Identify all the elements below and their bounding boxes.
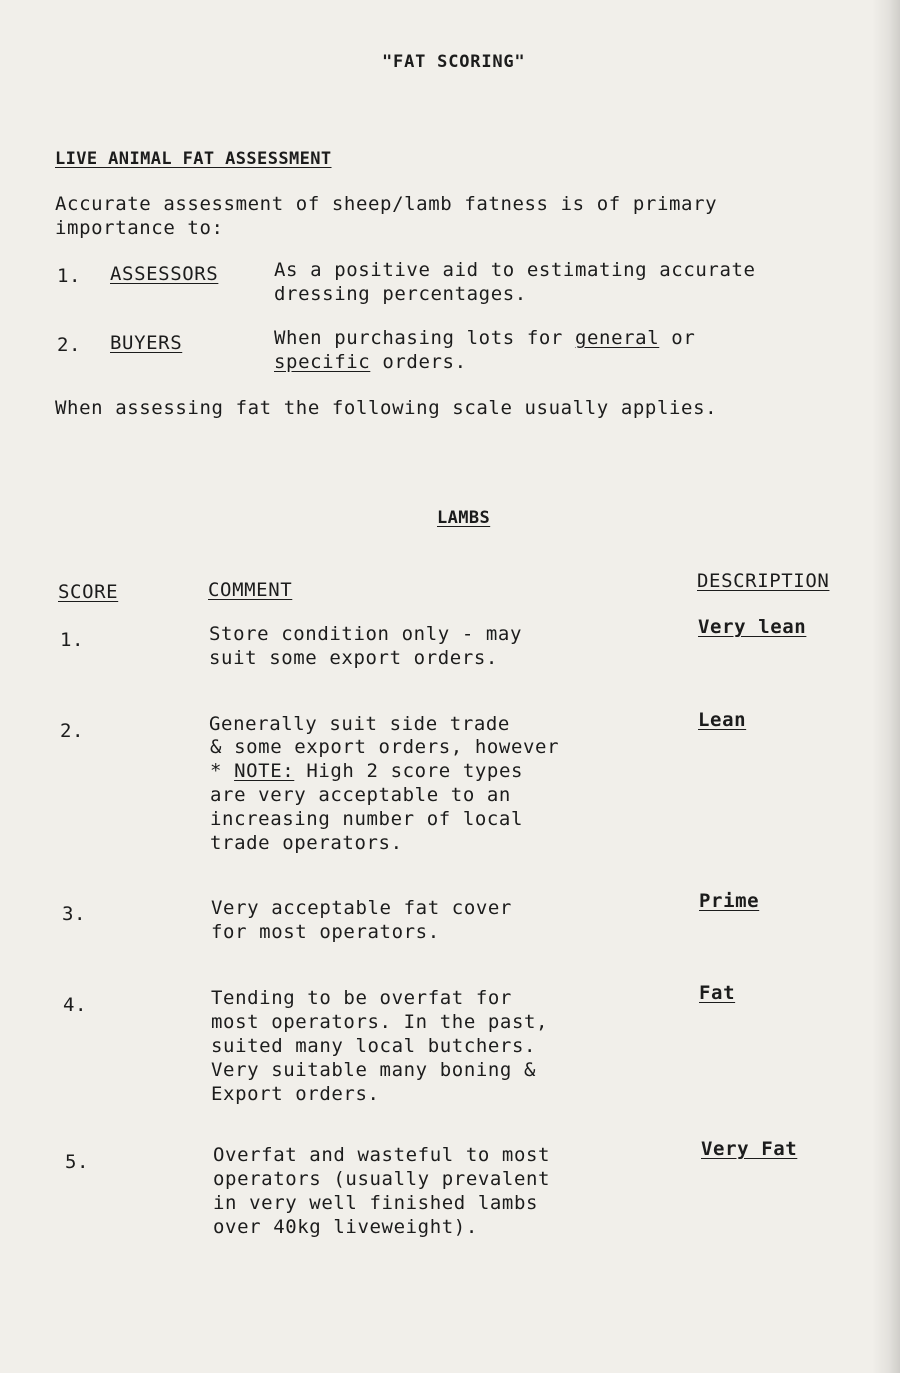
importance-label-assessors: ASSESSORS bbox=[110, 263, 219, 285]
importance-text-2b bbox=[274, 350, 467, 374]
column-head-score: SCORE bbox=[58, 581, 119, 603]
document-title: "FAT SCORING" bbox=[382, 52, 526, 72]
scale-note: When assessing fat the following scale usually applies. bbox=[55, 397, 718, 419]
general-word: general bbox=[574, 327, 660, 349]
description-2: Lean bbox=[698, 709, 747, 731]
comment-2-line2: & some export orders, however bbox=[210, 736, 560, 758]
comment-1: Store condition only - may suit some export orders. bbox=[209, 623, 523, 669]
importance-text-1b: dressing percentages. bbox=[274, 283, 527, 305]
note-text: High 2 score types bbox=[294, 760, 524, 782]
comment-2-rest: are very acceptable to an increasing number of local trade operators. bbox=[210, 784, 524, 854]
score-2: 2. bbox=[60, 720, 85, 742]
score-3: 3. bbox=[62, 903, 87, 925]
score-4: 4. bbox=[63, 994, 88, 1016]
table-heading-lambs: LAMBS bbox=[437, 508, 491, 528]
description-5: Very Fat bbox=[701, 1138, 798, 1160]
importance-text-2a bbox=[274, 326, 695, 350]
description-1: Very lean bbox=[698, 616, 807, 638]
description-3: Prime bbox=[699, 890, 760, 912]
note-label: NOTE: bbox=[234, 760, 295, 782]
section-heading: LIVE ANIMAL FAT ASSESSMENT bbox=[55, 149, 332, 169]
intro-line-2: importance to: bbox=[55, 217, 224, 239]
importance-text-2a-pre: When purchasing lots for bbox=[274, 327, 575, 349]
importance-text-2b-post: orders. bbox=[370, 351, 467, 373]
score-1: 1. bbox=[60, 629, 85, 651]
comment-2-note bbox=[210, 759, 523, 783]
intro-line-1: Accurate assessment of sheep/lamb fatness is of primary bbox=[55, 193, 718, 215]
importance-text-1a: As a positive aid to estimating accurate bbox=[274, 259, 756, 281]
importance-number-2: 2. bbox=[57, 334, 82, 356]
comment-5: Overfat and wasteful to most operators (usually prevalent in very well finished lambs over 40kg liveweight). bbox=[213, 1144, 551, 1238]
note-asterisk: * bbox=[210, 760, 235, 782]
comment-2-line1: Generally suit side trade bbox=[209, 713, 510, 735]
importance-label-buyers: BUYERS bbox=[110, 332, 183, 354]
comment-3: Very acceptable fat cover for most operators. bbox=[211, 897, 512, 943]
column-head-comment: COMMENT bbox=[208, 579, 293, 601]
importance-text-2a-post: or bbox=[659, 327, 696, 349]
specific-word: specific bbox=[274, 351, 371, 373]
comment-4: Tending to be overfat for most operators. In the past, suited many local butchers. Very suitable many boning & Export orders. bbox=[211, 987, 549, 1105]
column-head-description: DESCRIPTION bbox=[697, 570, 830, 592]
score-5: 5. bbox=[65, 1151, 90, 1173]
importance-number-1: 1. bbox=[57, 265, 82, 287]
page-edge-shadow bbox=[872, 0, 900, 1373]
description-4: Fat bbox=[699, 982, 736, 1004]
